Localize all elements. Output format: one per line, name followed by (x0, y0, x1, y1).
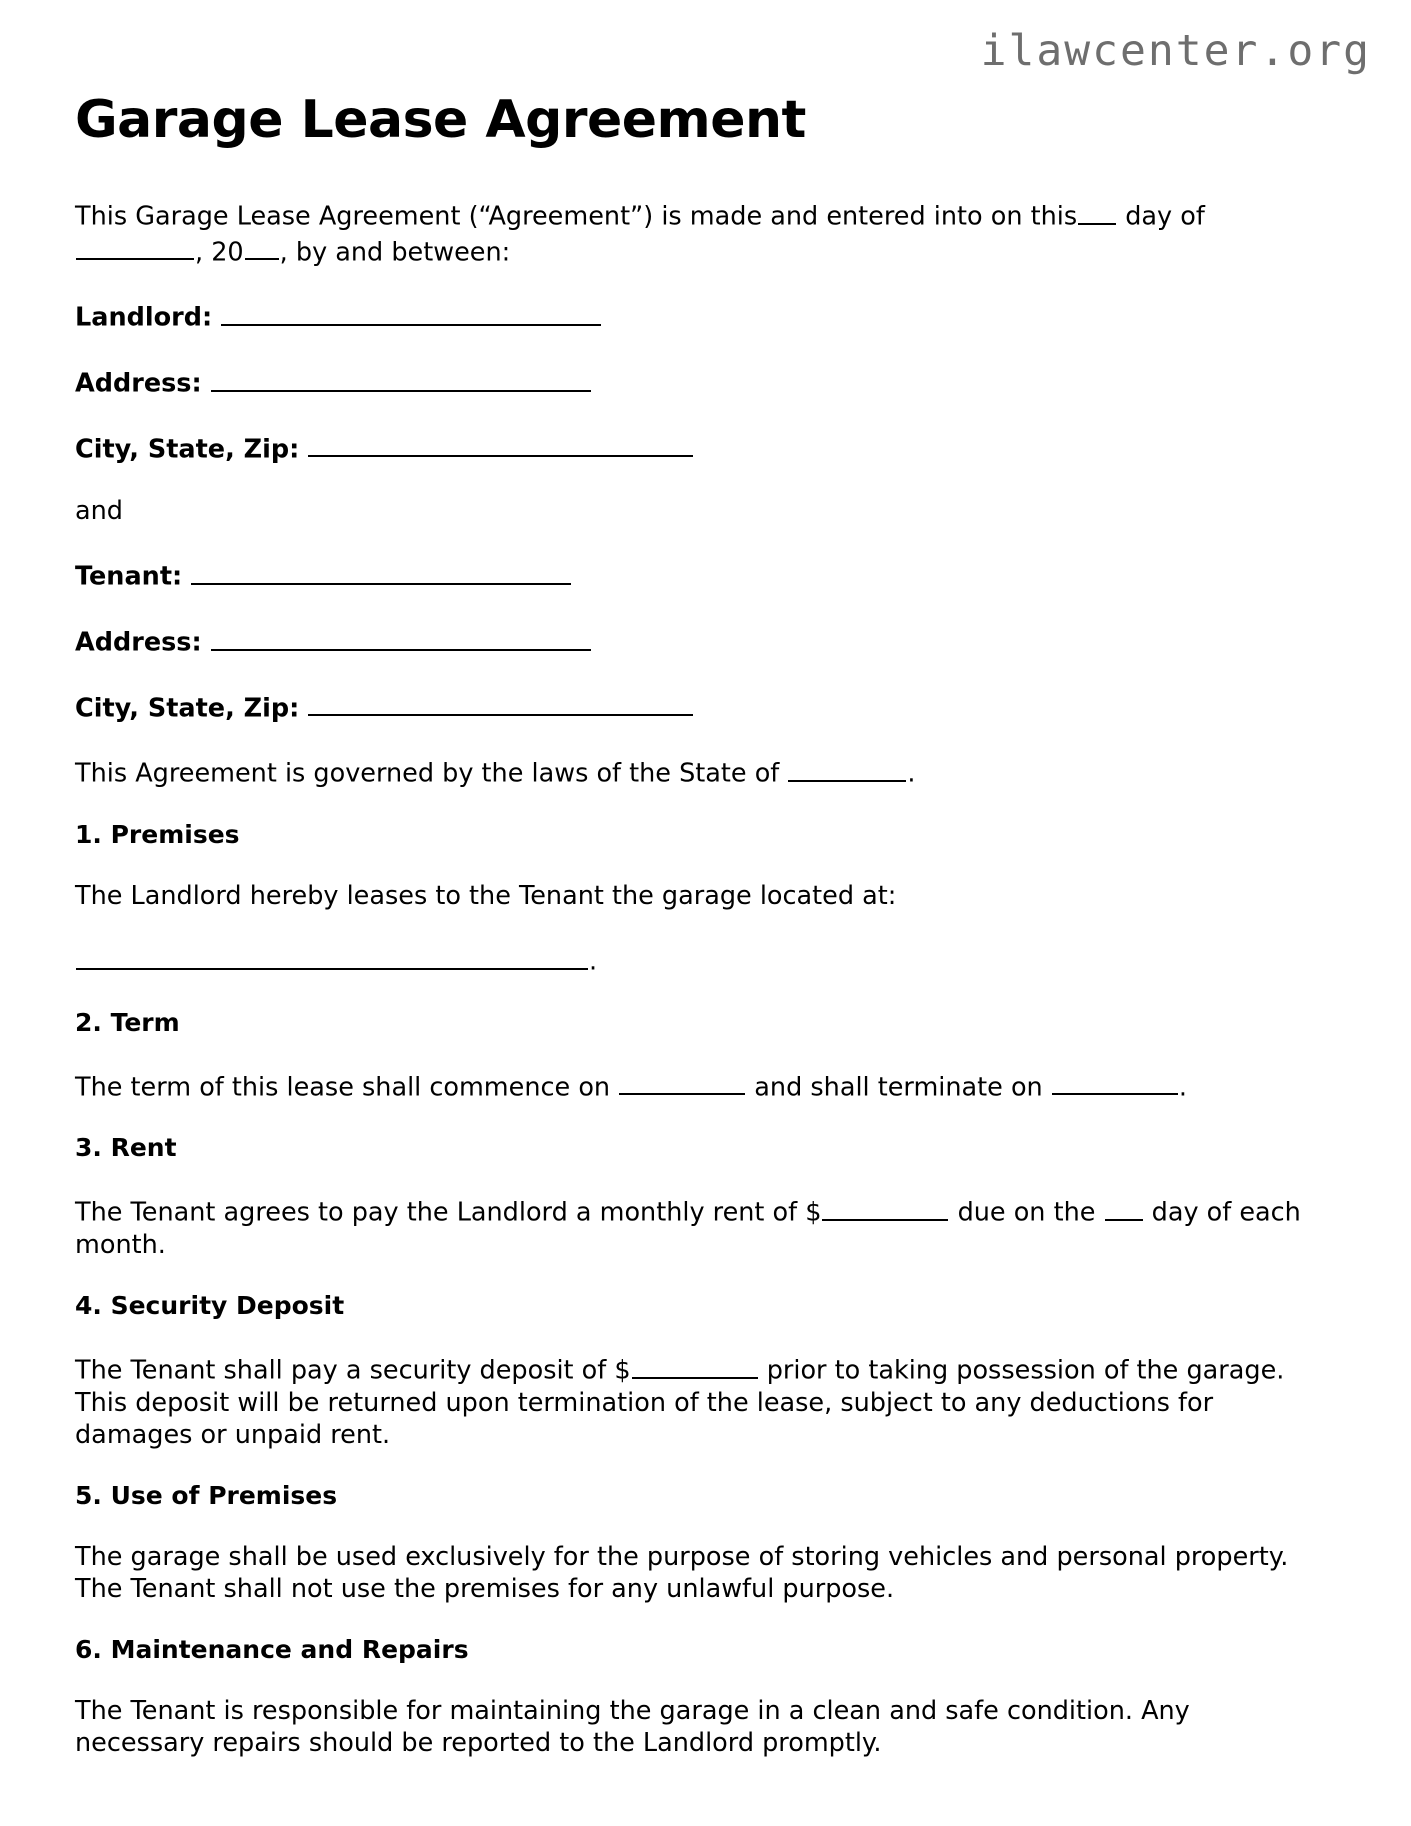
section-heading-rent: 3. Rent (75, 1133, 177, 1163)
tenant-address-row (75, 623, 1320, 659)
tenant-label: Tenant: (75, 561, 183, 592)
site-watermark: ilawcenter.org (980, 26, 1371, 76)
blank-terminate-date[interactable] (1052, 1068, 1178, 1096)
term-text-1: The term of this lease shall commence on (75, 1072, 611, 1103)
intro-text-4: , by and between: (279, 237, 511, 268)
blank-tenant-address[interactable] (211, 623, 591, 651)
section-body-use-of-premises: The garage shall be used exclusively for the purpose of storing vehicles and personal property. The Tenant shall not use the premises for any unlawful purpose. (75, 1541, 1289, 1605)
intro-text-2: day of (1125, 201, 1205, 232)
premises-blank-row (75, 942, 1320, 978)
blank-tenant-name[interactable] (191, 557, 571, 585)
rent-text-3: day of each month. (75, 1197, 1301, 1260)
landlord-label: Landlord: (75, 302, 213, 333)
section-body-security-deposit (75, 1351, 1320, 1451)
document-content (75, 92, 1335, 1789)
landlord-citystatezip-label: City, State, Zip: (75, 434, 300, 465)
premises-period: . (589, 946, 598, 977)
and-separator: and (75, 496, 123, 527)
blank-rent-due-day[interactable] (1105, 1193, 1143, 1221)
governing-law-paragraph (75, 754, 1320, 790)
blank-security-deposit[interactable] (632, 1351, 758, 1379)
deposit-text-1: The Tenant shall pay a security deposit of $ (75, 1355, 631, 1386)
section-body-rent (75, 1193, 1320, 1261)
premises-text: The Landlord hereby leases to the Tenant the garage located at: (75, 880, 897, 911)
blank-state[interactable] (788, 754, 906, 782)
intro-text-1: This Garage Lease Agreement (“Agreement”) is made and entered into on this (75, 201, 1078, 232)
landlord-address-row (75, 364, 1320, 400)
blank-landlord-name[interactable] (221, 298, 601, 326)
landlord-name-row (75, 298, 1320, 334)
blank-month[interactable] (76, 233, 194, 261)
blank-day[interactable] (1078, 197, 1116, 225)
term-period: . (1178, 1072, 1187, 1103)
rent-text-1: The Tenant agrees to pay the Landlord a monthly rent of $ (75, 1197, 822, 1228)
deposit-text-2: prior to taking possession of the garage. This deposit will be returned upon termination of the lease, subject to any deductions for damages or unpaid rent. (75, 1355, 1285, 1450)
blank-landlord-citystatezip[interactable] (308, 430, 693, 458)
blank-year[interactable] (245, 233, 279, 261)
section-heading-term: 2. Term (75, 1007, 180, 1037)
term-text-2: and shall terminate on (754, 1072, 1043, 1103)
governing-law-text: This Agreement is governed by the laws of the State of (75, 758, 780, 789)
section-heading-maintenance: 6. Maintenance and Repairs (75, 1635, 469, 1665)
section-body-maintenance: The Tenant is responsible for maintaining the garage in a clean and safe condition. Any necessary repairs should be reported to the Landlord promptly. (75, 1696, 1190, 1759)
governing-law-period: . (907, 758, 916, 789)
section-body-term (75, 1068, 1320, 1104)
landlord-citystatezip-row (75, 430, 1320, 466)
blank-monthly-rent[interactable] (822, 1193, 948, 1221)
blank-garage-location[interactable] (76, 942, 588, 970)
tenant-address-label: Address: (75, 627, 202, 658)
section-heading-use-of-premises: 5. Use of Premises (75, 1480, 338, 1510)
intro-text-3: , 20 (195, 237, 244, 268)
landlord-address-label: Address: (75, 368, 202, 399)
section-heading-security-deposit: 4. Security Deposit (75, 1291, 345, 1321)
blank-tenant-citystatezip[interactable] (308, 689, 693, 717)
page-title: Garage Lease Agreement (75, 90, 806, 150)
section-body-premises (75, 880, 1320, 912)
intro-paragraph (75, 197, 1320, 268)
blank-landlord-address[interactable] (211, 364, 591, 392)
tenant-name-row (75, 557, 1320, 593)
tenant-citystatezip-label: City, State, Zip: (75, 693, 300, 724)
rent-text-2: due on the (957, 1197, 1096, 1228)
section-heading-premises: 1. Premises (75, 819, 240, 849)
blank-commence-date[interactable] (619, 1068, 745, 1096)
tenant-citystatezip-row (75, 689, 1320, 725)
